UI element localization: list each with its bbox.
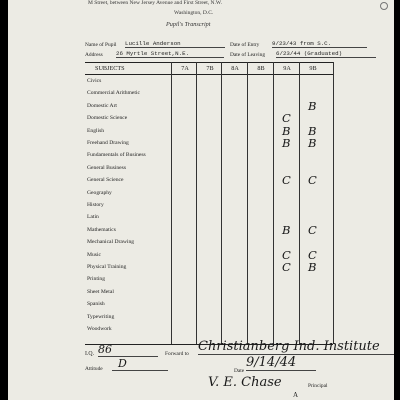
form-title: Pupil's Transcript	[166, 21, 211, 28]
subject-row-label: Fundamentals of Business	[87, 152, 146, 159]
subject-row-label: Printing	[87, 276, 106, 283]
subject-row-label: General Business	[87, 164, 126, 171]
attitude-label: Attitude	[85, 366, 103, 372]
page-mark: A	[293, 391, 299, 399]
subject-row-label: Geography	[87, 189, 112, 196]
grade-mark: B	[282, 136, 291, 150]
grade-mark: C	[308, 173, 317, 188]
forward-school: Christianberg Ind. Institute	[198, 339, 394, 355]
transcript-sheet	[8, 0, 394, 400]
column-divider	[221, 62, 222, 344]
column-divider	[196, 62, 197, 344]
column-header: 8A	[231, 65, 239, 72]
subject-row-label: Mathematics	[87, 226, 116, 233]
subjects-header: SUBJECTS	[95, 65, 125, 72]
column-divider	[247, 62, 248, 344]
leaving-date: 6/23/44 (Graduated)	[276, 50, 376, 58]
subject-row-label: History	[87, 202, 104, 208]
subject-row-label: Freehand Drawing	[87, 140, 129, 146]
subject-row-label: Civics	[87, 78, 102, 84]
grade-mark: C	[308, 222, 317, 237]
subject-row-label: Latin	[87, 214, 99, 221]
subject-row-label: General Science	[87, 177, 124, 184]
subject-row-label: Domestic Science	[87, 115, 128, 122]
grade-mark: C	[282, 173, 291, 188]
grade-mark: C	[308, 247, 317, 262]
grade-mark: B	[308, 260, 317, 274]
school-city: Washington, D.C.	[174, 10, 214, 16]
subject-row-label: Spanish	[87, 301, 105, 308]
principal-label: Principal	[308, 383, 328, 389]
subject-row-label: English	[87, 127, 105, 134]
entry-date: 9/23/43 from S.C.	[272, 40, 367, 48]
grade-mark: B	[308, 123, 317, 138]
subject-row-label: Typewriting	[87, 313, 115, 320]
grades-table	[85, 62, 333, 344]
grade-mark: B	[308, 98, 317, 113]
forward-label: Forward to	[165, 351, 189, 357]
pupil-name: Lucille Anderson	[125, 40, 225, 48]
table-top-rule	[85, 62, 333, 63]
column-header: 9A	[283, 65, 291, 72]
grade-mark: C	[282, 247, 291, 262]
subject-row-label: Music	[87, 251, 101, 258]
name-label: Name of Pupil	[85, 42, 117, 48]
entry-label: Date of Entry	[230, 42, 260, 48]
table-header-rule	[85, 74, 333, 75]
subject-row-label: Mechanical Drawing	[87, 239, 135, 246]
grade-mark: B	[282, 123, 291, 138]
subject-row-label: Physical Training	[87, 264, 127, 270]
subject-row-label: Woodwork	[87, 326, 112, 332]
pupil-address: 26 Myrtle Street,N.E.	[116, 50, 224, 58]
subject-row-label: Domestic Art	[87, 102, 117, 109]
column-divider	[171, 62, 172, 344]
attitude-value: D	[112, 357, 168, 371]
school-address: M Street, between New Jersey Avenue and First Street, N.W.	[88, 0, 222, 6]
grade-mark: C	[282, 260, 291, 274]
form-date: 9/14/44	[246, 355, 316, 371]
grade-mark: B	[308, 136, 317, 150]
punch-hole	[380, 2, 388, 10]
iq-value: 86	[98, 343, 158, 357]
column-header: 7B	[206, 65, 214, 72]
date-label: Date	[234, 368, 245, 374]
column-divider	[273, 62, 274, 344]
principal-signature: V. E. Chase	[208, 375, 282, 390]
address-label: Address	[85, 52, 103, 58]
grade-mark: C	[282, 111, 291, 126]
iq-label: I.Q.	[85, 351, 95, 357]
column-header: 8B	[257, 65, 265, 72]
column-header: 9B	[309, 65, 317, 72]
subject-row-label: Sheet Metal	[87, 288, 114, 295]
column-header: 7A	[181, 65, 189, 72]
grade-mark: B	[282, 222, 291, 237]
column-divider	[333, 62, 334, 344]
column-divider	[299, 62, 300, 344]
subject-row-label: Commercial Arithmetic	[87, 90, 140, 97]
leaving-label: Date of Leaving	[230, 52, 266, 58]
